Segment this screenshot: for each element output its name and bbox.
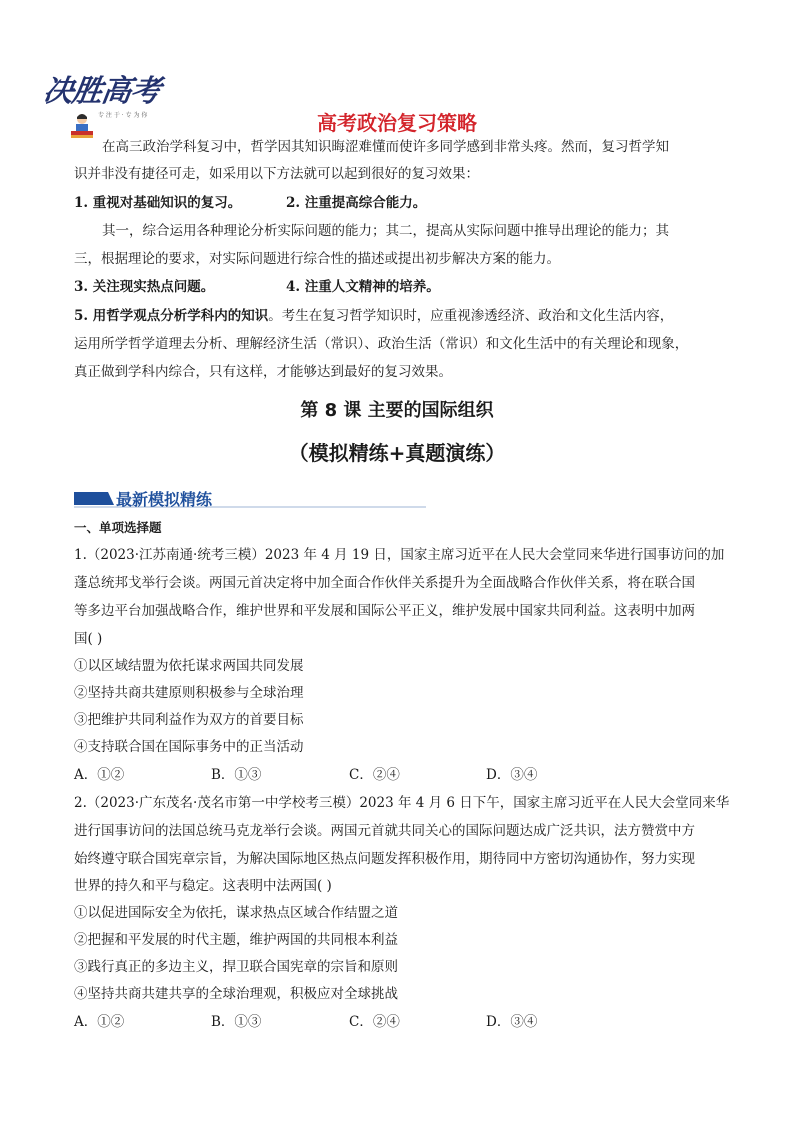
intro-paragraph-2-line-2: 三，根据理论的要求，对实际问题进行综合性的描述或提出初步解决方案的能力。 [74, 251, 560, 267]
answer-option-c[interactable]: C．②④ [349, 1014, 400, 1030]
logo-text: 决胜高考 [41, 74, 162, 109]
method-2: 2. 注重提高综合能力。 [286, 195, 427, 211]
logo-tagline: 专 注 于 · 专 为 你 [98, 112, 148, 119]
question-stem-line: 国( ) [74, 631, 103, 647]
statement-item: ①以区域结盟为依托谋求两国共同发展 [74, 658, 304, 674]
section-banner [74, 487, 426, 509]
question-stem-line: 始终遵守联合国宪章宗旨，为解决国际地区热点问题发挥积极作用，期待同中方密切沟通协作，努力实现 [74, 851, 695, 867]
intro-paragraph-2-line-1: 其一，综合运用各种理论分析实际问题的能力；其二，提高从实际问题中推导出理论的能力；其 [102, 223, 669, 239]
answer-option-b[interactable]: B．①③ [211, 1014, 262, 1030]
method-4: 4. 注重人文精神的培养。 [286, 279, 440, 295]
question-stem-line: 世界的持久和平与稳定。这表明中法两国( ) [74, 878, 332, 894]
statement-item: ①以促进国际安全为依托，谋求热点区域合作结盟之道 [74, 905, 398, 921]
statement-item: ③把维护共同利益作为双方的首要目标 [74, 712, 304, 728]
question-stem-line: 进行国事访问的法国总统马克龙举行会谈。两国元首就共同关心的国际问题达成广泛共识，法方赞赏中方 [74, 823, 695, 839]
lesson-subtitle: （模拟精练+真题演练） [288, 441, 506, 465]
intro-paragraph-1-line-2: 识并非没有捷径可走，如采用以下方法就可以起到很好的复习效果： [74, 166, 479, 182]
question-stem-line: 等多边平台加强战略合作，维护世界和平发展和国际公平正义，维护发展中国家共同利益。这表明中加两 [74, 603, 695, 619]
question-stem-line: 1.（2023·江苏南通·统考三模）2023 年 4 月 19 日，国家主席习近平在人民大会堂同来华进行国事访问的加 [74, 547, 725, 563]
statement-item: ④支持联合国在国际事务中的正当活动 [74, 739, 304, 755]
section-banner-label: 最新模拟精练 [116, 490, 213, 509]
method-5-line-1 [74, 306, 724, 326]
method-5-line-3: 真正做到学科内综合，只有这样，才能够达到最好的复习效果。 [74, 364, 452, 380]
method-5-heading: 5. 用哲学观点分析学科内的知识 [74, 308, 269, 324]
method-1: 1. 重视对基础知识的复习。 [74, 195, 242, 211]
question-stem-line: 蓬总统邦戈举行会谈。两国元首决定将中加全面合作伙伴关系提升为全面战略合作伙伴关系，将在联合国 [74, 575, 695, 591]
answer-option-b[interactable]: B．①③ [211, 767, 262, 783]
answer-option-a[interactable]: A．①② [74, 767, 125, 783]
intro-paragraph-1-line-1: 在高三政治学科复习中，哲学因其知识晦涩难懂而使许多同学感到非常头疼。然而，复习哲学知 [102, 139, 669, 155]
statement-item: ④坚持共商共建共享的全球治理观，积极应对全球挑战 [74, 986, 398, 1002]
method-3: 3. 关注现实热点问题。 [74, 279, 215, 295]
part-heading: 一、单项选择题 [74, 520, 162, 535]
method-5-line-2: 运用所学哲学道理去分析、理解经济生活（常识）、政治生活（常识）和文化生活中的有关理论和现象， [74, 336, 689, 352]
statement-item: ②坚持共商共建原则积极参与全球治理 [74, 685, 304, 701]
answer-option-d[interactable]: D．③④ [486, 1014, 538, 1030]
question-stem-line: 2.（2023·广东茂名·茂名市第一中学校考三模）2023 年 4 月 6 日下午，国家主席习近平在人民大会堂同来华 [74, 795, 730, 811]
answer-option-d[interactable]: D．③④ [486, 767, 538, 783]
answer-option-a[interactable]: A．①② [74, 1014, 125, 1030]
statement-item: ③践行真正的多边主义，捍卫联合国宪章的宗旨和原则 [74, 959, 398, 975]
answer-option-c[interactable]: C．②④ [349, 767, 400, 783]
lesson-title: 第 8 课 主要的国际组织 [300, 400, 494, 421]
statement-item: ②把握和平发展的时代主题，维护两国的共同根本利益 [74, 932, 398, 948]
page-title: 高考政治复习策略 [317, 111, 477, 135]
method-5-text: 。考生在复习哲学知识时，应重视渗透经济、政治和文化生活内容， [268, 308, 674, 324]
